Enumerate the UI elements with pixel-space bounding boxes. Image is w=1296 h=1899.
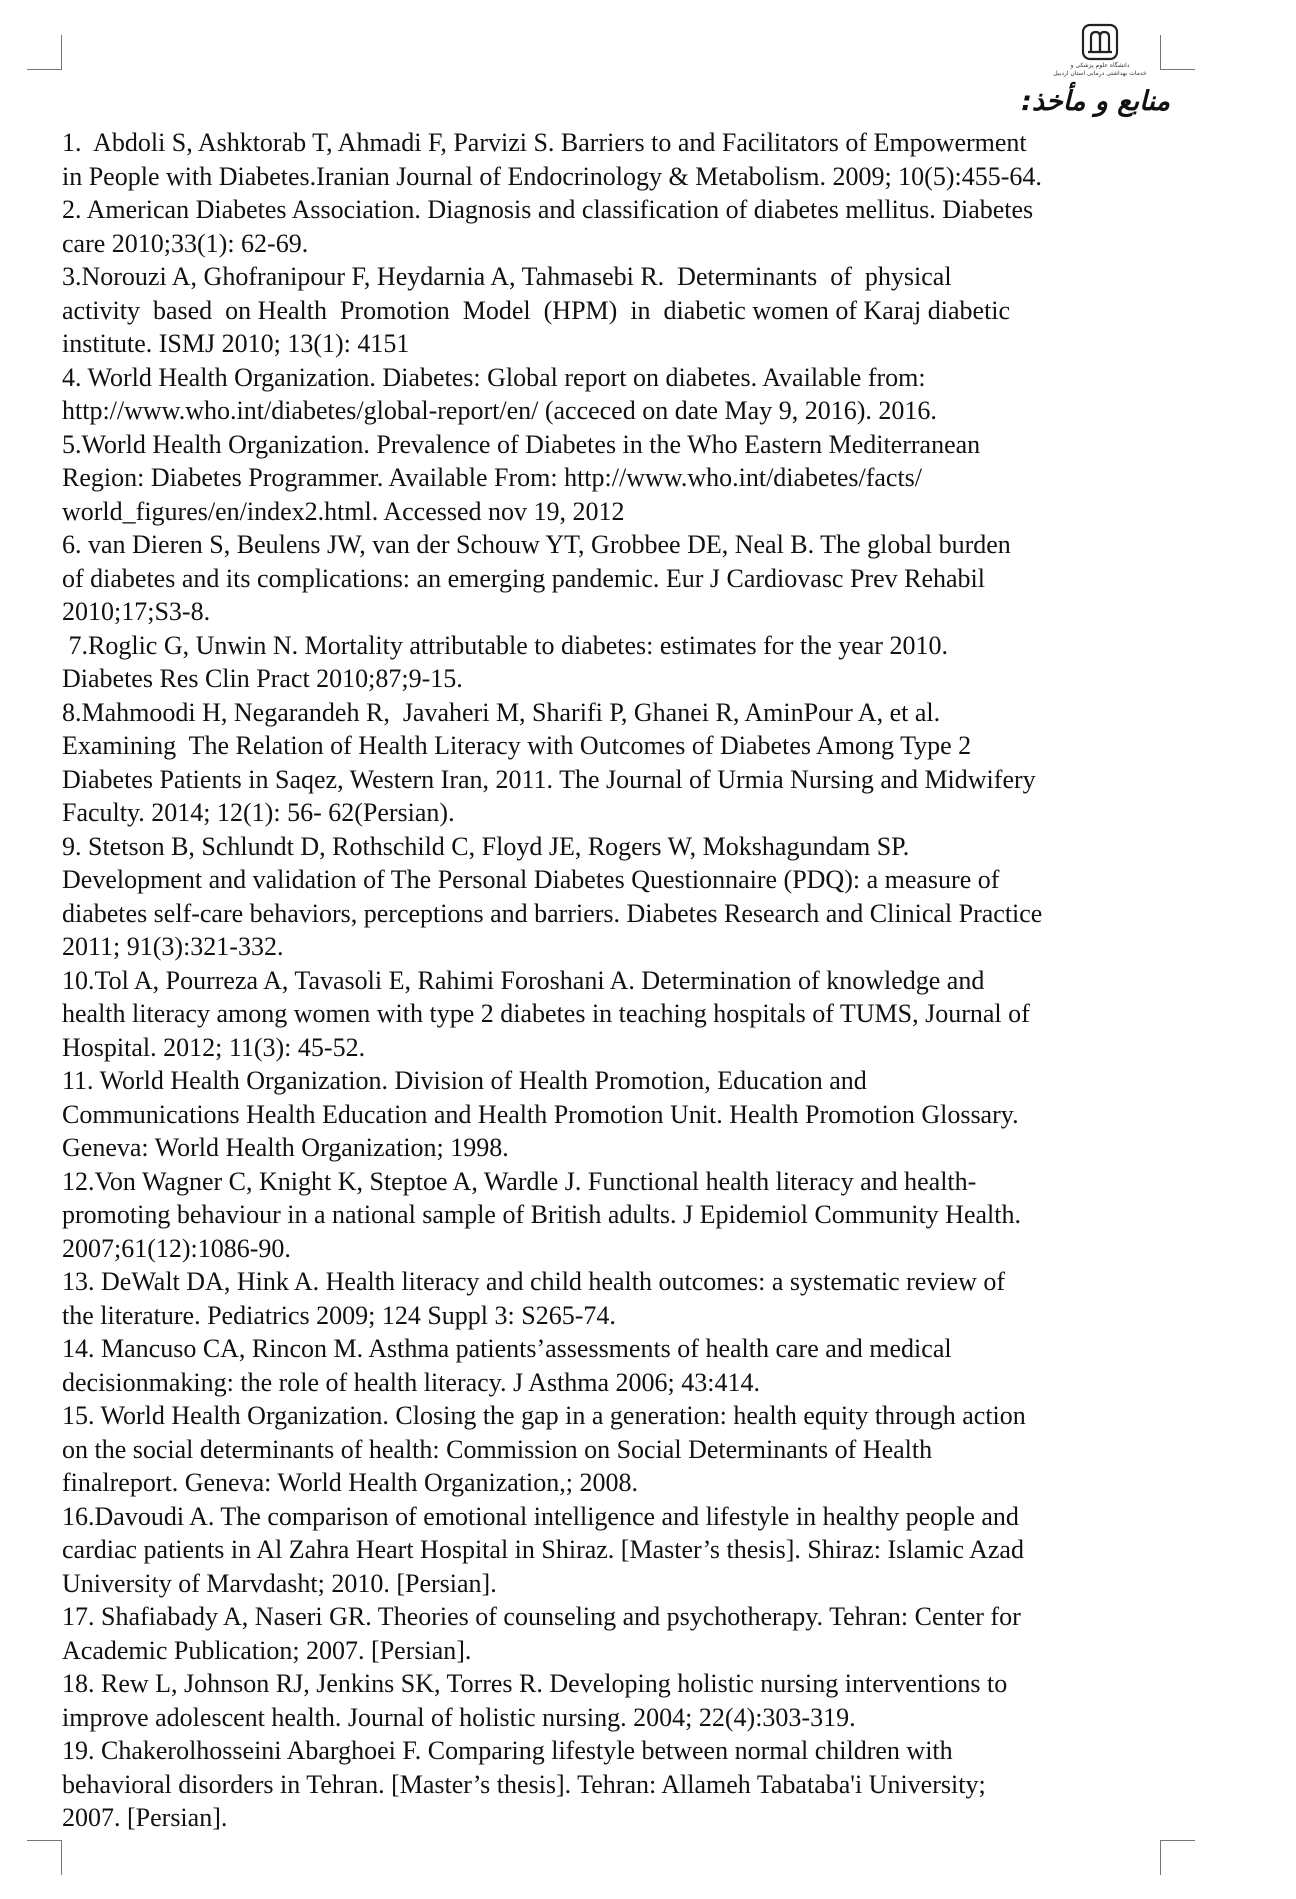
reference-line: Communications Health Education and Health Promotion Unit. Health Promotion Glossary. — [62, 1099, 1019, 1129]
logo-text-line-1: دانشگاه علوم پزشکی و — [1070, 62, 1130, 69]
university-emblem-icon — [1080, 22, 1120, 62]
reference-line: 8.Mahmoodi H, Negarandeh R, Javaheri M, Sharifi P, Ghanei R, AminPour A, et al. — [62, 697, 941, 727]
reference-line: 13. DeWalt DA, Hink A. Health literacy and child health outcomes: a systematic review of — [62, 1267, 1006, 1296]
reference-line: 15. World Health Organization. Closing the gap in a generation: health equity through action — [62, 1401, 1026, 1430]
reference-line: Hospital. 2012; 11(3): 45-52. — [62, 1032, 366, 1062]
reference-line: 14. Mancuso CA, Rincon M. Asthma patients’assessments of health care and medical — [62, 1334, 952, 1363]
references-heading: منابع و مأخذ: — [1021, 86, 1170, 117]
reference-item — [62, 528, 1172, 629]
reference-line: in People with Diabetes.Iranian Journal of Endocrinology & Metabolism. 2009; 10(5):455-64. — [62, 161, 1042, 191]
reference-item — [62, 696, 1172, 830]
reference-item — [62, 126, 1172, 193]
reference-line: Region: Diabetes Programmer. Available From: http://www.who.int/diabetes/facts/ — [62, 463, 923, 492]
crop-mark-bottom-left — [27, 1840, 62, 1875]
reference-line: 5.World Health Organization. Prevalence of Diabetes in the Who Eastern Mediterranean — [62, 429, 981, 459]
reference-line: 4. World Health Organization. Diabetes: Global report on diabetes. Available from: — [62, 362, 926, 392]
reference-line: 17. Shafiabady A, Naseri GR. Theories of counseling and psychotherapy. Tehran: Center for — [62, 1602, 1021, 1631]
reference-item — [62, 1332, 1172, 1399]
reference-line: care 2010;33(1): 62-69. — [62, 228, 309, 258]
reference-item — [62, 830, 1172, 964]
reference-line: Academic Publication; 2007. [Persian]. — [62, 1635, 472, 1665]
reference-line: Examining The Relation of Health Literacy with Outcomes of Diabetes Among Type 2 — [62, 731, 972, 760]
crop-mark-top-left — [27, 35, 62, 70]
reference-line: Diabetes Res Clin Pract 2010;87;9-15. — [62, 664, 463, 693]
reference-item — [62, 1265, 1172, 1332]
reference-line: 10.Tol A, Pourreza A, Tavasoli E, Rahimi Foroshani A. Determination of knowledge and — [62, 965, 985, 995]
reference-line: improve adolescent health. Journal of holistic nursing. 2004; 22(4):303-319. — [62, 1702, 856, 1732]
reference-line: 11. World Health Organization. Division of Health Promotion, Education and — [62, 1066, 867, 1095]
reference-line: 2. American Diabetes Association. Diagnosis and classification of diabetes mellitus. Diabetes — [62, 195, 1034, 224]
reference-line: of diabetes and its complications: an emerging pandemic. Eur J Cardiovasc Prev Rehabil — [62, 563, 985, 593]
reference-line: 19. Chakerolhosseini Abarghoei F. Comparing lifestyle between normal children with — [62, 1736, 953, 1765]
reference-line: activity based on Health Promotion Model (HPM) in diabetic women of Karaj diabetic — [62, 295, 1011, 325]
reference-line: institute. ISMJ 2010; 13(1): 4151 — [62, 329, 410, 358]
reference-item — [62, 428, 1172, 529]
reference-item — [62, 1600, 1172, 1667]
reference-item — [62, 629, 1172, 696]
reference-line: 9. Stetson B, Schlundt D, Rothschild C, Floyd JE, Rogers W, Mokshagundam SP. — [62, 831, 910, 861]
reference-line: health literacy among women with type 2 diabetes in teaching hospitals of TUMS, Journal of — [62, 999, 1030, 1028]
reference-line: the literature. Pediatrics 2009; 124 Suppl 3: S265-74. — [62, 1300, 616, 1330]
reference-line: Geneva: World Health Organization; 1998. — [62, 1133, 509, 1162]
reference-item — [62, 361, 1172, 428]
reference-line: finalreport. Geneva: World Health Organization,; 2008. — [62, 1468, 638, 1497]
reference-line: 6. van Dieren S, Beulens JW, van der Schouw YT, Grobbee DE, Neal B. The global burden — [62, 530, 1011, 559]
reference-line: cardiac patients in Al Zahra Heart Hospital in Shiraz. [Master’s thesis]. Shiraz: Islamic Azad — [62, 1535, 1024, 1564]
reference-item — [62, 1399, 1172, 1500]
reference-line: http://www.who.int/diabetes/global-report/en/ (acceced on date May 9, 2016). 2016. — [62, 396, 937, 425]
reference-list — [62, 126, 1172, 1835]
reference-line: 16.Davoudi A. The comparison of emotional intelligence and lifestyle in healthy people and — [62, 1501, 1019, 1531]
reference-line: 12.Von Wagner C, Knight K, Steptoe A, Wardle J. Functional health literacy and health- — [62, 1166, 977, 1196]
reference-line: behavioral disorders in Tehran. [Master’s thesis]. Tehran: Allameh Tabataba'i University; — [62, 1769, 986, 1799]
reference-line: 2007;61(12):1086-90. — [62, 1233, 291, 1263]
reference-line: diabetes self-care behaviors, perceptions and barriers. Diabetes Research and Clinical Practice — [62, 898, 1043, 928]
crop-mark-top-right — [1160, 35, 1195, 70]
reference-item — [62, 1734, 1172, 1835]
reference-line: 18. Rew L, Johnson RJ, Jenkins SK, Torres R. Developing holistic nursing interventions to — [62, 1669, 1008, 1698]
logo-text-line-2: خدمات بهداشتی درمانی استان اردبیل — [1053, 70, 1147, 77]
reference-line: University of Marvdasht; 2010. [Persian]. — [62, 1568, 497, 1598]
reference-item — [62, 260, 1172, 361]
crop-mark-bottom-right — [1160, 1840, 1195, 1875]
reference-item — [62, 1667, 1172, 1734]
reference-line: promoting behaviour in a national sample of British adults. J Epidemiol Community Health. — [62, 1200, 1021, 1229]
reference-line: on the social determinants of health: Commission on Social Determinants of Health — [62, 1434, 933, 1464]
reference-item — [62, 1064, 1172, 1165]
reference-line: 2010;17;S3-8. — [62, 597, 211, 626]
reference-line: 2011; 91(3):321-332. — [62, 932, 284, 961]
reference-item — [62, 964, 1172, 1065]
reference-line: 3.Norouzi A, Ghofranipour F, Heydarnia A, Tahmasebi R. Determinants of physical — [62, 262, 952, 291]
reference-item — [62, 1500, 1172, 1601]
reference-line: Diabetes Patients in Saqez, Western Iran, 2011. The Journal of Urmia Nursing and Midwifery — [62, 764, 1036, 794]
reference-line: decisionmaking: the role of health literacy. J Asthma 2006; 43:414. — [62, 1367, 761, 1397]
reference-line: Development and validation of The Personal Diabetes Questionnaire (PDQ): a measure of — [62, 865, 1000, 894]
reference-line: 1. Abdoli S, Ashktorab T, Ahmadi F, Parvizi S. Barriers to and Facilitators of Empowerment — [62, 128, 1027, 157]
university-logo — [1052, 22, 1148, 78]
reference-item — [62, 1165, 1172, 1266]
reference-item — [62, 193, 1172, 260]
reference-line: Faculty. 2014; 12(1): 56- 62(Persian). — [62, 798, 455, 827]
reference-line: 2007. [Persian]. — [62, 1803, 228, 1832]
reference-line: 7.Roglic G, Unwin N. Mortality attributable to diabetes: estimates for the year 2010. — [62, 630, 948, 660]
reference-line: world_figures/en/index2.html. Accessed nov 19, 2012 — [62, 496, 625, 526]
